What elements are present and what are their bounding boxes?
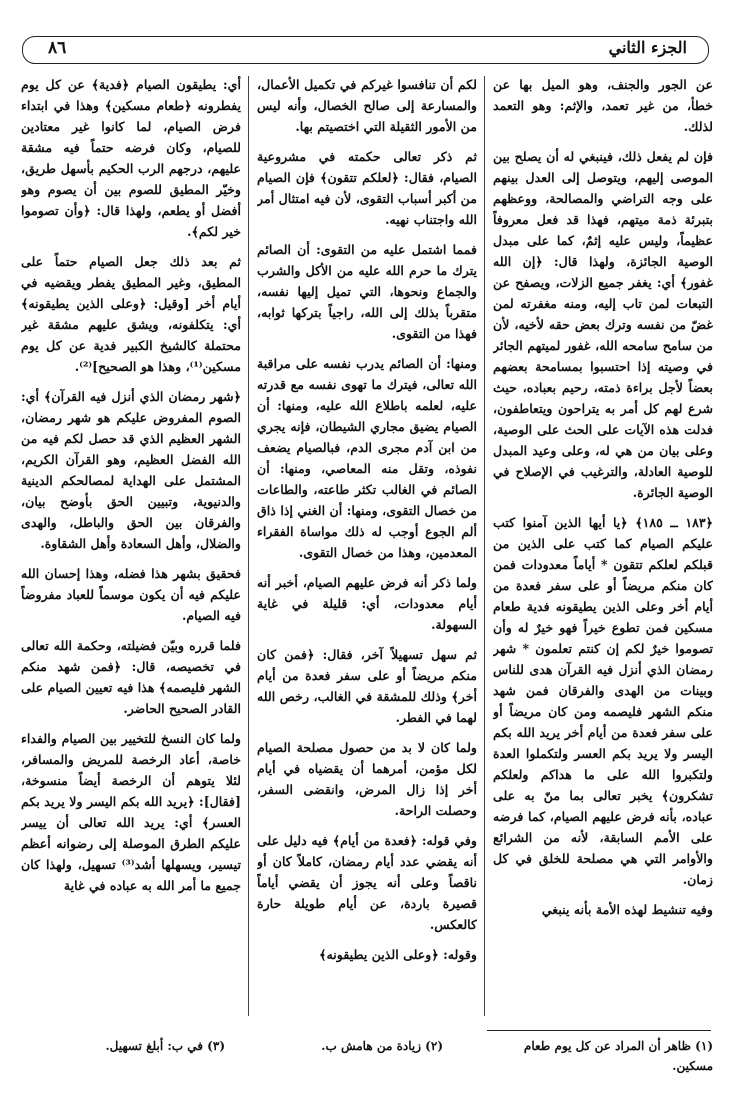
footnote-1: (١) ظاهر أن المراد عن كل يوم طعام مسكين.	[523, 1039, 713, 1073]
column-divider	[484, 76, 485, 1016]
footnote-separator	[487, 1030, 711, 1031]
footnotes	[20, 1036, 713, 1088]
paragraph: ثم ذكر تعالى حكمته في مشروعية الصيام، فقال: ﴿لعلكم تتقون﴾ فإن الصيام من أكبر أسباب التقوى، لأن فيه امتثال أمر الله واجتناب نهيه.	[257, 149, 477, 227]
paragraph: لكم أن تنافسوا غيركم في تكميل الأعمال، والمسارعة إلى صالح الخصال، وأنه ليس من الأمور الثقيلة التي اختصيتم بها.	[257, 77, 477, 134]
paragraph: ولما كان النسخ للتخيير بين الصيام والفداء خاصة، أعاد الرخصة للمريض والمسافر، لئلا يتوهم أن الرخصة أيضاً منسوخة، [فقال]: ﴿يريد الله بكم اليسر ولا يريد بكم العسر﴾ أي: يريد الله تعالى أن ييسر عليكم الطرق الموصلة إلى رضوانه أعظم تيسير، ويسهلها أشد⁽³⁾ تسهيل، ولهذا كان جميع ما أمر الله به عباده في غاية	[21, 731, 241, 893]
paragraph: وفي قوله: ﴿فعدة من أيام﴾ فيه دليل على أنه يقضي عدد أيام رمضان، كاملاً كان أو ناقصاً وعلى أنه يجوز أن يقضي أياماً قصيرة باردة، عن أيام طويلة حارة كالعكس.	[257, 833, 477, 932]
header-frame	[22, 36, 709, 64]
paragraph: وفيه تنشيط لهذه الأمة بأنه ينبغي	[541, 902, 713, 917]
paragraph: ومنها: أن الصائم يدرب نفسه على مراقبة الله تعالى، فيترك ما تهوى نفسه مع قدرته عليه، لعلمه باطلاع الله عليه، ومنها: أن الصيام يضيق مجاري الشيطان، فإنه يجري من ابن آدم مجرى الدم، فبالصيام يضعف نفوذه، وتقل منه المعاصي، ومنها: أن الصائم في الغالب تكثر طاعته، والطاعات من خصال التقوى، ومنها: أن الغني إذا ذاق ألم الجوع أوجب له ذلك مواساة الفقراء المعدمين، وهذا من خصال التقوى.	[257, 356, 477, 560]
paragraph: ولما كان لا بد من حصول مصلحة الصيام لكل مؤمن، أمرهما أن يقضياه في أيام أخر إذا زال المرض، وانقضى السفر، وحصلت الراحة.	[257, 740, 477, 818]
part-title: الجزء الثاني	[608, 38, 687, 57]
paragraph: ثم سهل تسهيلاً آخر، فقال: ﴿فمن كان منكم مريضاً أو على سفر فعدة من أيام أخر﴾ وذلك للمشقة في الغالب، رخص الله لهما في الفطر.	[257, 647, 477, 725]
page-header	[14, 30, 717, 70]
paragraph: ثم بعد ذلك جعل الصيام حتماً على المطيق، وغير المطيق يفطر ويقضيه في أيام أخر [وقيل: ﴿وعلى الذين يطيقونه﴾ أي: يتكلفونه، ويشق عليهم مشقة غير محتملة كالشيخ الكبير فدية عن كل يوم مسكين⁽¹⁾، وهذا هو الصحيح]⁽²⁾.	[21, 254, 241, 374]
right-column	[493, 74, 713, 1026]
page-number: ٨٦	[48, 38, 67, 58]
paragraph: أي: يطيقون الصيام ﴿فدية﴾ عن كل يوم يفطرونه ﴿طعام مسكين﴾ وهذا في ابتداء فرض الصيام، لما كانوا غير معتادين للصيام، وكان فرضه حتماً فيه مشقة عليهم، درجهم الرب الحكيم بأسهل طريق، وخيّر المطيق للصوم بين أن يصوم وهو أفضل أو يطعم، ولهذا قال: ﴿وأن تصوموا خير لكم﴾.	[21, 77, 241, 239]
verse-paragraph: ﴿١٨٣ ــ ١٨٥﴾ ﴿يا أيها الذين آمنوا كتب عليكم الصيام كما كتب على الذين من قبلكم لعلكم تتقون * أياماً معدودات فمن كان منكم مريضاً أو على سفر فعدة من أيام أخر وعلى الذين يطيقونه فدية طعام مسكين فمن تطوع خيراً فهو خيرٌ له وأن تصوموا خيرٌ لكم إن كنتم تعلمون * شهر رمضان الذي أنزل فيه القرآن هدى للناس وبينات من الهدى والفرقان فمن شهد منكم الشهر فليصمه ومن كان مريضاً أو على سفر فعدة من أيام أخر يريد الله بكم اليسر ولا يريد بكم العسر ولتكملوا العدة ولتكبروا الله على ما هداكم ولعلكم تشكرون﴾ يخبر تعالى بما منّ به على عباده، بأنه فرض عليهم الصيام، كما فرضه على الأمم السابقة، لأنه من الشرائع والأوامر التي هي مصلحة للخلق في كل زمان.	[493, 515, 713, 887]
paragraph: فإن لم يفعل ذلك، فينبغي له أن يصلح بين الموصى إليهم، ويتوصل إلى العدل بينهم على وجه التراضي والمصالحة، ووعظهم بتبرئة ذمة ميتهم، فهذا قد فعل معروفاً عظيماً، وليس عليه إثمٌ، كما على مبدل الوصية الجائزة، ولهذا قال: ﴿إن الله غفور﴾ أي: يغفر جميع الزلات، ويصفح عن التبعات لمن تاب إليه، ومنه مغفرته لمن غضّ من نفسه وترك بعض حقه لأخيه، لأن من سامح سامحه الله، غفور لميتهم الجائر في وصيته إذا احتسبوا بمسامحة بعضهم بعضاً لأجل براءة ذمته، رحيم بعباده، حيث شرع لهم كل أمر به يتراحون ويتعاطفون، فدلت هذه الآيات على الحث على الوصية، وعلى بيان من هي له، وعلى وعيد المبدل للوصية العادلة، والترغيب في الإصلاح في الوصية الجائرة.	[493, 149, 713, 500]
text-columns	[20, 74, 713, 1026]
middle-column	[257, 74, 477, 1026]
footnote-3: (٣) في ب: أبلغ تسهيل.	[105, 1039, 225, 1053]
footnote-2: (٢) زيادة من هامش ب.	[321, 1039, 443, 1053]
paragraph: فمما اشتمل عليه من التقوى: أن الصائم يترك ما حرم الله عليه من الأكل والشرب والجماع ونحوها، التي تميل إليها نفسه، متقرباً بذلك إلى الله، راجياً بتركها ثوابه، فهذا من التقوى.	[257, 242, 477, 341]
paragraph: ولما ذكر أنه فرض عليهم الصيام، أخبر أنه أيام معدودات، أي: قليلة في غاية السهولة.	[257, 575, 477, 632]
paragraph: فلما قرره وبيّن فضيلته، وحكمة الله تعالى في تخصيصه، قال: ﴿فمن شهد منكم الشهر فليصمه﴾ هذا فيه تعيين الصيام على القادر الصحيح الحاضر.	[21, 638, 241, 716]
paragraph: عن الجور والجنف، وهو الميل بها عن خطأ، من غير تعمد، والإثم: وهو التعمد لذلك.	[493, 77, 713, 134]
left-column	[21, 74, 241, 1026]
paragraph: وقوله: ﴿وعلى الذين يطيقونه﴾	[319, 947, 477, 962]
paragraph: ﴿شهر رمضان الذي أنزل فيه القرآن﴾ أي: الصوم المفروض عليكم هو شهر رمضان، الشهر العظيم الذي قد حصل لكم فيه من الله الفضل العظيم، وهو القرآن الكريم، المشتمل على الهداية لمصالحكم الدينية والدنيوية، وتبيين الحق بأوضح بيان، والفرقان بين الحق والباطل، والهدى والضلال، وأهل السعادة وأهل الشقاوة.	[21, 389, 241, 551]
paragraph: فحقيق بشهر هذا فضله، وهذا إحسان الله عليكم فيه أن يكون موسماً للعباد مفروضاً فيه الصيام.	[21, 566, 241, 623]
column-divider	[248, 76, 249, 1016]
